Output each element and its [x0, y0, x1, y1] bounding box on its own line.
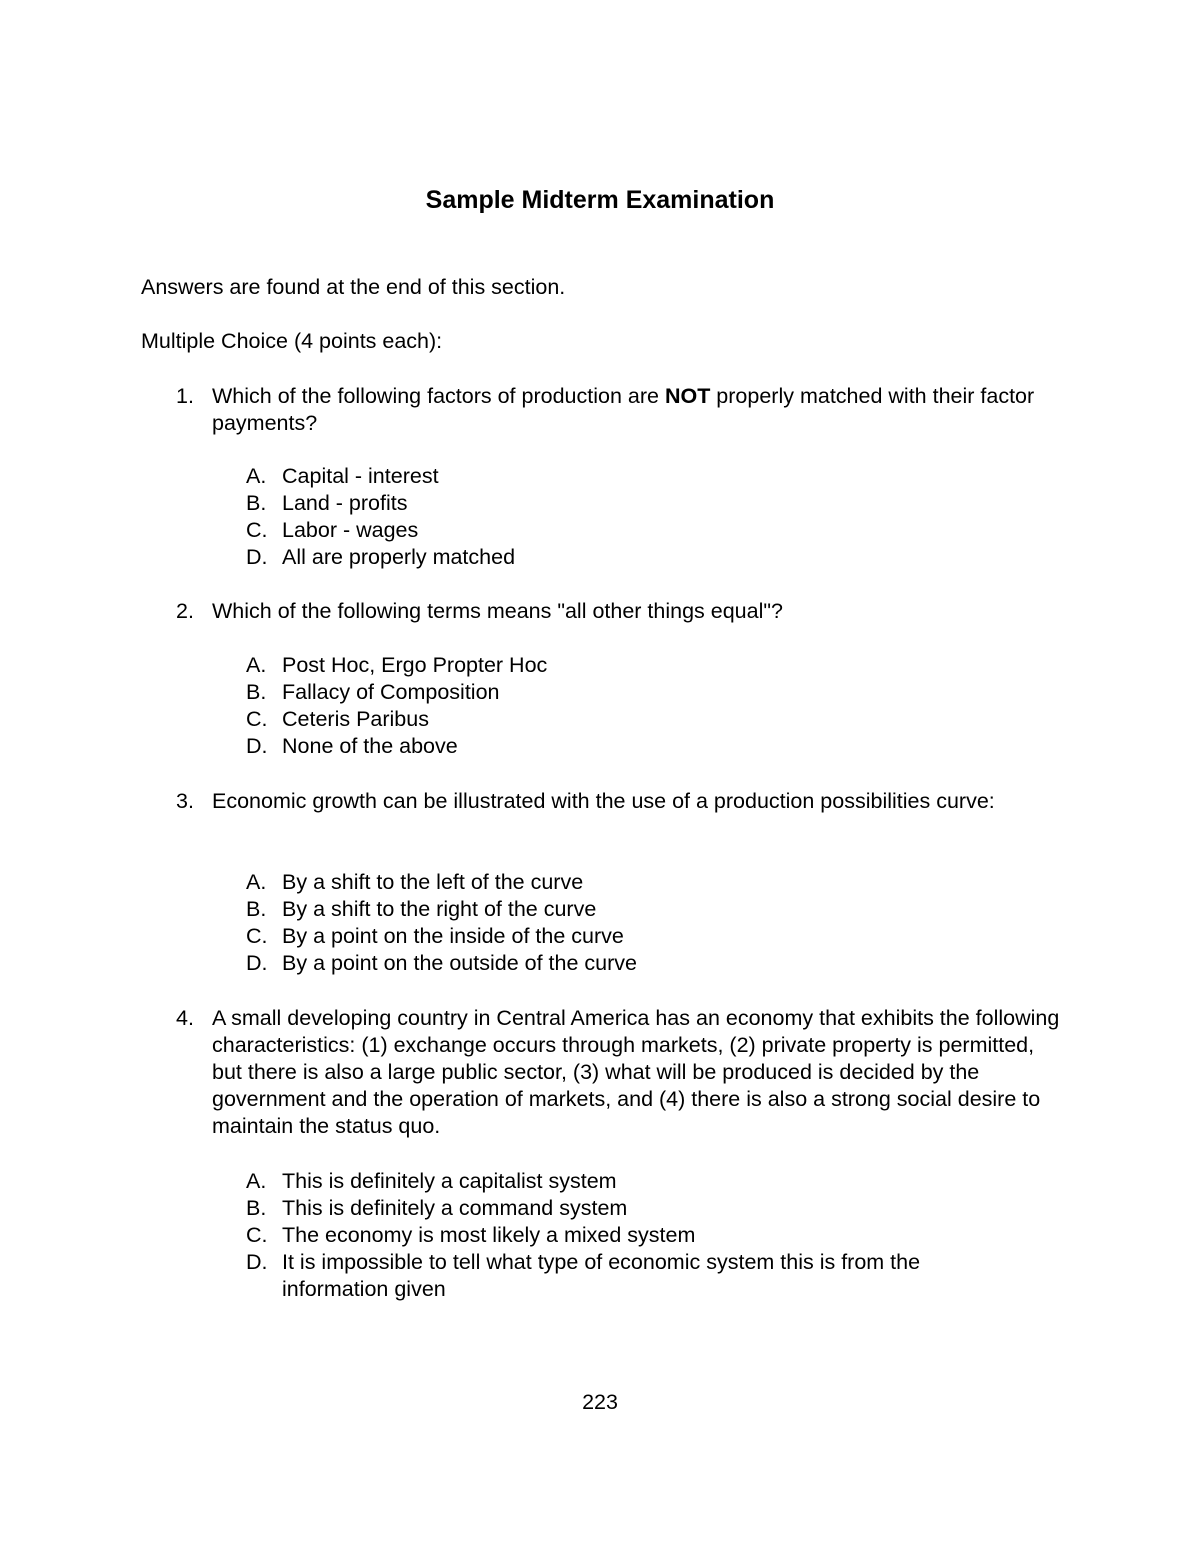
option-d: D. All are properly matched	[246, 545, 516, 569]
option-d: D. It is impossible to tell what type of economic system this is from the information given	[246, 1250, 921, 1301]
option-b: B. This is definitely a command system	[246, 1196, 628, 1220]
page-number: 223	[582, 1390, 618, 1414]
option-a: A. Post Hoc, Ergo Propter Hoc	[246, 653, 548, 677]
option-c: C. By a point on the inside of the curve	[246, 924, 624, 948]
option-a: A. This is definitely a capitalist system	[246, 1169, 617, 1193]
option-list	[246, 463, 1026, 571]
question-number: 1.	[176, 384, 194, 408]
option-b: B. Fallacy of Composition	[246, 680, 500, 704]
option-list	[246, 1168, 1026, 1303]
option-b: B. Land - profits	[246, 491, 408, 515]
option-c: C. Ceteris Paribus	[246, 707, 429, 731]
intro-text: Answers are found at the end of this section.	[141, 275, 566, 299]
question-text: Economic growth can be illustrated with the use of a production possibilities curve:	[212, 789, 995, 813]
option-list	[246, 652, 1026, 760]
option-a: A. Capital - interest	[246, 464, 439, 488]
question-text: Which of the following factors of production are NOT properly matched with their factor payments?	[212, 384, 1035, 435]
option-a: A. By a shift to the left of the curve	[246, 870, 584, 894]
question-text: Which of the following terms means "all other things equal"?	[212, 599, 783, 623]
option-c: C. Labor - wages	[246, 518, 419, 542]
question-number: 2.	[176, 599, 194, 623]
page-title: Sample Midterm Examination	[425, 186, 775, 214]
option-list	[246, 869, 1026, 977]
question-number: 4.	[176, 1006, 194, 1030]
option-c: C. The economy is most likely a mixed system	[246, 1223, 696, 1247]
question-text: A small developing country in Central America has an economy that exhibits the following characteristics: (1) exchange occurs through markets, (2) private property is permitted, but there is also a large public sector, (3) what will be produced is decided by the government and the operation of markets, and (4) there is also a strong social desire to maintain the status quo.	[212, 1006, 1060, 1138]
emphasis-not: NOT	[664, 384, 711, 408]
section-heading: Multiple Choice (4 points each):	[141, 329, 443, 353]
option-b: B. By a shift to the right of the curve	[246, 897, 597, 921]
option-d: D. None of the above	[246, 734, 458, 758]
option-d: D. By a point on the outside of the curve	[246, 951, 637, 975]
question-number: 3.	[176, 789, 194, 813]
